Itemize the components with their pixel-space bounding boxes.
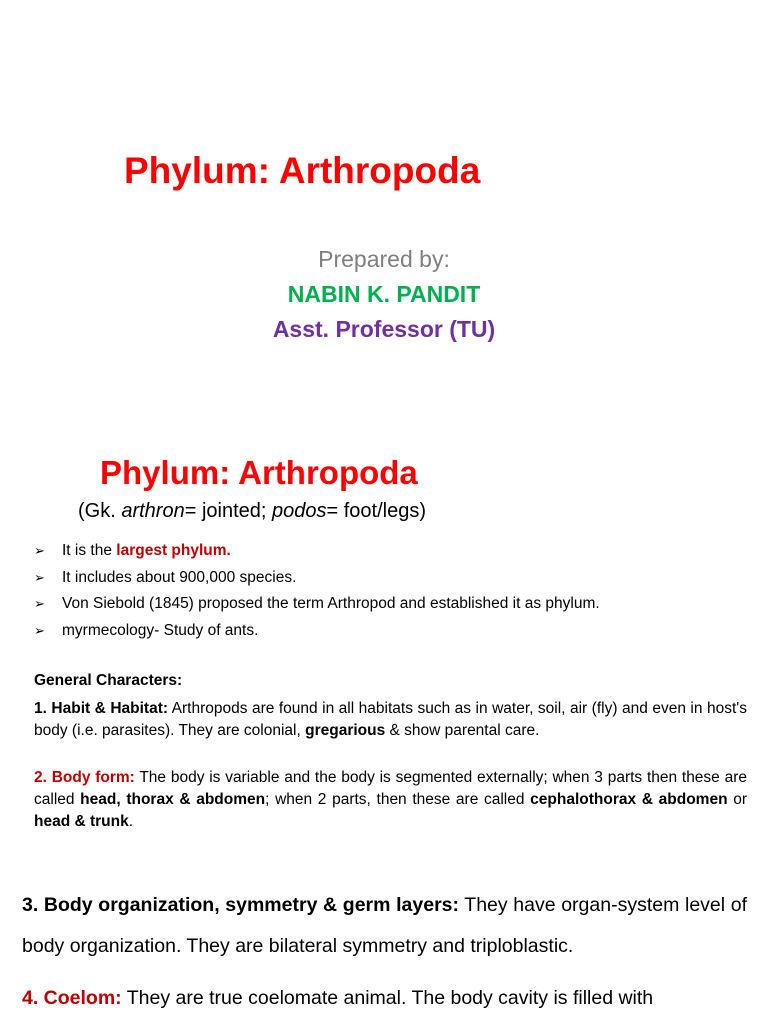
arrow-bullet-icon: ➢ [34,596,45,611]
slide-title: Phylum: Arthropoda [124,150,481,191]
paragraph-text: The body is variable and the body is segmented externally; when 3 parts then these are called [34,769,747,808]
paragraph-bold: head, thorax & abdomen [80,791,266,808]
paragraph-bold: gregarious [305,722,386,739]
arrow-bullet-icon: ➢ [34,622,45,638]
bullet-text: Von Siebold (1845) proposed the term Arthropod and established it as phylum. [62,595,600,612]
bullet-emphasis: largest phylum. [116,542,231,559]
bullet-text: It includes about 900,000 species. [62,568,297,586]
etymology-close: = foot/legs) [326,500,427,522]
bullet-text: It is the [62,542,117,559]
etymology-open: (Gk. [78,500,122,522]
title-slide [0,0,768,420]
paragraph-bold: cephalothorax & abdomen [530,791,728,808]
etymology [78,500,426,523]
paragraph-label: 4. Coelom: [22,987,122,1009]
body-organization-paragraph [22,885,747,967]
author-name: NABIN K. PANDIT [287,281,481,307]
prepared-by-label: Prepared by: [318,246,450,272]
general-characters-heading: General Characters: [34,672,183,689]
paragraph-text: . [128,813,134,830]
paragraph-text: ; when 2 parts, then these are called [265,791,531,808]
coelom-paragraph [22,978,747,1019]
arrow-bullet-icon: ➢ [34,543,45,558]
paragraph-label: 1. Habit & Habitat: [34,700,169,717]
paragraph-text: They have organ-system level of body organization. They are bilateral symmetry and triploblastic. [22,894,747,957]
paragraph-label: 3. Body organization, symmetry & germ layers: [22,894,459,916]
list-item [34,591,600,618]
paragraph-text: & show parental care. [385,722,540,739]
paragraph-text: They are true coelomate animal. The body cavity is filled with [121,987,654,1009]
paragraph-text: or [727,791,747,808]
list-item [34,618,600,645]
arrow-bullet-icon: ➢ [34,569,45,585]
etymology-term-podos: podos [272,500,327,522]
content-slide [0,420,768,1024]
paragraph-bold: head & trunk [34,813,129,830]
habit-habitat-paragraph [34,698,747,742]
list-item [34,538,600,565]
author-position: Asst. Professor (TU) [272,316,496,342]
paragraph-text: Arthropods are found in all habitats such as in water, soil, air (fly) and even in host's body (i.e. parasites). They are colonial, [34,700,747,739]
etymology-mid: = jointed; [184,500,273,522]
list-item [34,565,600,592]
bullet-text: myrmecology- Study of ants. [62,621,259,639]
paragraph-label: 2. Body form: [34,769,135,786]
bullet-list [34,538,600,644]
etymology-term-arthron: arthron [121,500,185,522]
body-form-paragraph [34,767,747,833]
content-title: Phylum: Arthropoda [100,454,418,491]
